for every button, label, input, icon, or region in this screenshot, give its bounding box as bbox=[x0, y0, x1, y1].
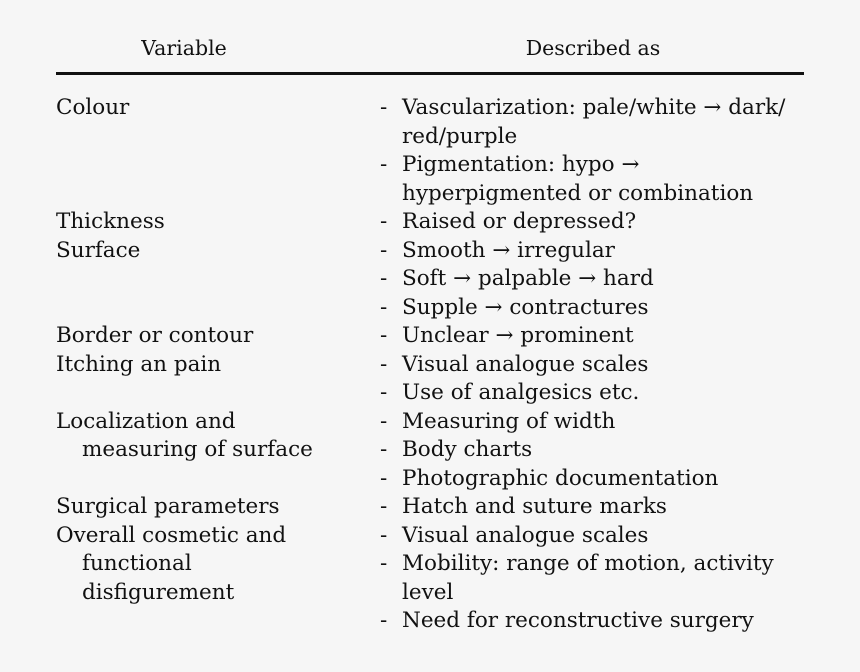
dash-bullet: - bbox=[380, 408, 388, 434]
item-text: red/purple bbox=[402, 123, 518, 149]
item-text: Smooth → irregular bbox=[402, 237, 615, 263]
dash-bullet: - bbox=[380, 95, 388, 120]
dash-bullet: - bbox=[380, 351, 388, 377]
item-text: Body charts bbox=[402, 437, 533, 462]
variable-text: Surface bbox=[56, 237, 141, 263]
described-cell bbox=[380, 322, 804, 351]
list-item bbox=[380, 550, 804, 607]
variable-cell bbox=[56, 237, 380, 323]
list-item bbox=[380, 379, 804, 408]
variable-cell bbox=[56, 322, 380, 351]
variable-cell bbox=[56, 94, 380, 208]
variable-text: Overall cosmetic and bbox=[56, 522, 287, 548]
table-row bbox=[56, 237, 804, 323]
list-item bbox=[380, 408, 804, 437]
dash-bullet: - bbox=[380, 380, 388, 405]
item-text: Photographic documentation bbox=[402, 465, 719, 491]
table-row bbox=[56, 208, 804, 237]
table-body bbox=[56, 94, 804, 636]
dash-bullet: - bbox=[380, 323, 388, 348]
variable-text: measuring of surface bbox=[82, 437, 313, 462]
item-text: Pigmentation: hypo → bbox=[402, 152, 640, 177]
described-cell bbox=[380, 351, 804, 408]
list-item bbox=[380, 436, 804, 465]
item-text: Soft → palpable → hard bbox=[402, 266, 654, 291]
dash-bullet: - bbox=[380, 551, 388, 576]
list-item bbox=[380, 522, 804, 551]
dash-bullet: - bbox=[380, 237, 388, 263]
list-item bbox=[380, 265, 804, 294]
variable-cell bbox=[56, 208, 380, 237]
list-item bbox=[380, 237, 804, 266]
dash-bullet: - bbox=[380, 209, 388, 234]
item-text: Raised or depressed? bbox=[402, 209, 637, 234]
table-row bbox=[56, 94, 804, 208]
table-row bbox=[56, 493, 804, 522]
list-item bbox=[380, 151, 804, 208]
item-text: Vascularization: pale/white → dark/ bbox=[402, 95, 786, 120]
variable-cell bbox=[56, 351, 380, 408]
table-row bbox=[56, 522, 804, 636]
variable-cell bbox=[56, 522, 380, 636]
table-row bbox=[56, 322, 804, 351]
variable-text: Colour bbox=[56, 95, 130, 120]
described-cell bbox=[380, 493, 804, 522]
dash-bullet: - bbox=[380, 494, 388, 519]
list-item bbox=[380, 607, 804, 636]
variable-text: Border or contour bbox=[56, 323, 254, 348]
list-item bbox=[380, 94, 804, 151]
dash-bullet: - bbox=[380, 294, 388, 320]
table-row bbox=[56, 408, 804, 494]
described-cell bbox=[380, 522, 804, 636]
dash-bullet: - bbox=[380, 266, 388, 291]
described-cell bbox=[380, 237, 804, 323]
list-item bbox=[380, 351, 804, 380]
dash-bullet: - bbox=[380, 437, 388, 462]
header-described-as: Described as bbox=[525, 36, 661, 60]
list-item bbox=[380, 322, 804, 351]
variable-cell bbox=[56, 408, 380, 494]
item-text: Measuring of width bbox=[402, 408, 616, 434]
table-row bbox=[56, 351, 804, 408]
header-rule bbox=[56, 72, 804, 75]
variable-text: disfigurement bbox=[82, 579, 235, 605]
variable-text: Surgical parameters bbox=[56, 494, 280, 519]
described-cell bbox=[380, 94, 804, 208]
dash-bullet: - bbox=[380, 465, 388, 491]
variable-text: Itching an pain bbox=[56, 351, 222, 377]
item-text: Hatch and suture marks bbox=[402, 494, 667, 519]
dash-bullet: - bbox=[380, 608, 388, 633]
item-text: Use of analgesics etc. bbox=[402, 380, 640, 405]
variable-cell bbox=[56, 493, 380, 522]
described-cell bbox=[380, 408, 804, 494]
variable-text: Localization and bbox=[56, 408, 236, 434]
item-text: Mobility: range of motion, activity bbox=[402, 551, 774, 576]
list-item bbox=[380, 294, 804, 323]
item-text: Need for reconstructive surgery bbox=[402, 608, 754, 633]
variable-text: functional bbox=[82, 551, 192, 576]
item-text: Unclear → prominent bbox=[402, 323, 634, 348]
list-item bbox=[380, 465, 804, 494]
item-text: Visual analogue scales bbox=[402, 351, 649, 377]
item-text: Supple → contractures bbox=[402, 294, 649, 320]
item-text: level bbox=[402, 579, 454, 605]
list-item bbox=[380, 208, 804, 237]
item-text: hyperpigmented or combination bbox=[402, 180, 754, 206]
dash-bullet: - bbox=[380, 522, 388, 548]
item-text: Visual analogue scales bbox=[402, 522, 649, 548]
described-cell bbox=[380, 208, 804, 237]
variable-text: Thickness bbox=[56, 209, 165, 234]
list-item bbox=[380, 493, 804, 522]
table-header bbox=[56, 36, 804, 66]
scar-assessment-table bbox=[56, 36, 804, 633]
header-variable: Variable bbox=[141, 36, 227, 60]
dash-bullet: - bbox=[380, 152, 388, 177]
